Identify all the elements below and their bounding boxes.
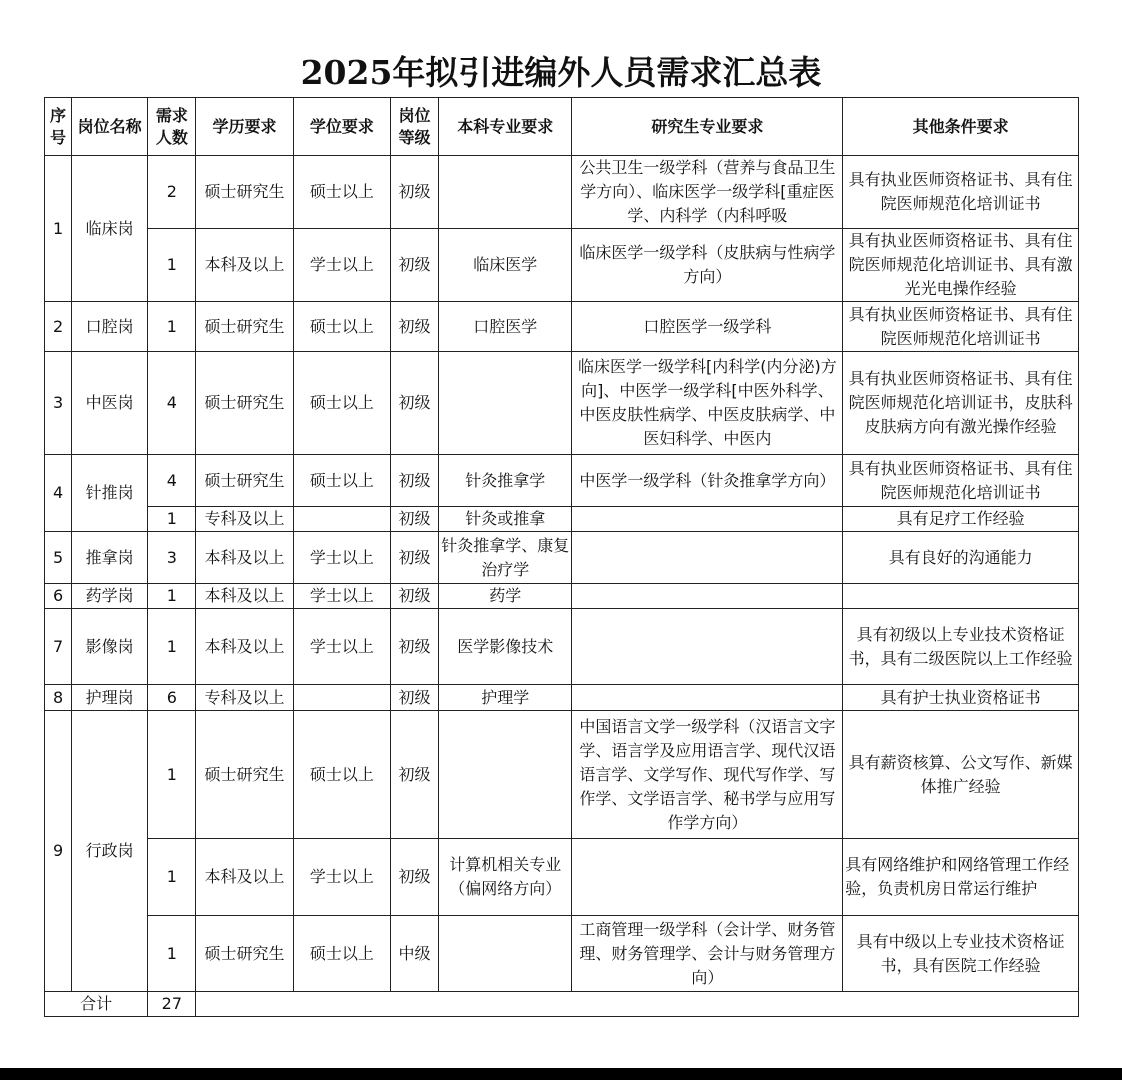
table-row [45, 156, 1079, 229]
cell-degree: 硕士以上 [293, 156, 390, 229]
total-row [45, 992, 1079, 1017]
cell-other: 具有执业医师资格证书、具有住院医师规范化培训证书、具有激光光电操作经验 [843, 229, 1079, 302]
cell-other: 具有良好的沟通能力 [843, 532, 1079, 584]
cell-edu: 专科及以上 [196, 507, 293, 532]
table-row [45, 711, 1079, 839]
cell-post: 推拿岗 [72, 532, 148, 584]
cell-edu: 本科及以上 [196, 584, 293, 609]
table-row [45, 352, 1079, 455]
cell-edu: 专科及以上 [196, 685, 293, 711]
cell-level: 初级 [390, 711, 438, 839]
cell-other: 具有执业医师资格证书、具有住院医师规范化培训证书 [843, 302, 1079, 352]
cell-other: 具有薪资核算、公文写作、新媒体推广经验 [843, 711, 1079, 839]
page-title: 2025年拟引进编外人员需求汇总表 [300, 53, 822, 92]
cell-post: 口腔岗 [72, 302, 148, 352]
cell-major [439, 711, 572, 839]
cell-other: 具有初级以上专业技术资格证书，具有二级医院以上工作经验 [843, 609, 1079, 685]
cell-grad: 临床医学一级学科[内科学(内分泌)方向]、中医学一级学科[中医外科学、中医皮肤性病学、中医皮肤病学、中医妇科学、中医内 [572, 352, 843, 455]
cell-major: 药学 [439, 584, 572, 609]
header-level: 岗位 等级 [390, 98, 438, 156]
cell-count: 6 [148, 685, 196, 711]
cell-major [439, 156, 572, 229]
table-row [45, 507, 1079, 532]
cell-grad: 临床医学一级学科（皮肤病与性病学方向） [572, 229, 843, 302]
cell-edu: 硕士研究生 [196, 916, 293, 992]
cell-seq: 7 [45, 609, 72, 685]
cell-count: 1 [148, 609, 196, 685]
cell-major: 临床医学 [439, 229, 572, 302]
cell-seq: 2 [45, 302, 72, 352]
cell-grad [572, 839, 843, 916]
header-major: 本科专业要求 [439, 98, 572, 156]
cell-major: 口腔医学 [439, 302, 572, 352]
cell-grad: 口腔医学一级学科 [572, 302, 843, 352]
cell-degree: 硕士以上 [293, 352, 390, 455]
cell-count: 2 [148, 156, 196, 229]
table-row [45, 302, 1079, 352]
cell-seq: 3 [45, 352, 72, 455]
cell-grad: 中医学一级学科（针灸推拿学方向） [572, 455, 843, 507]
cell-seq: 4 [45, 455, 72, 532]
bottom-bar [0, 1068, 1122, 1080]
cell-level: 初级 [390, 609, 438, 685]
cell-other [843, 584, 1079, 609]
cell-level: 初级 [390, 229, 438, 302]
cell-degree: 学士以上 [293, 229, 390, 302]
table-row [45, 916, 1079, 992]
cell-seq: 9 [45, 711, 72, 992]
cell-edu: 硕士研究生 [196, 455, 293, 507]
cell-other: 具有执业医师资格证书、具有住院医师规范化培训证书，皮肤科皮肤病方向有激光操作经验 [843, 352, 1079, 455]
cell-major [439, 916, 572, 992]
cell-post: 针推岗 [72, 455, 148, 532]
cell-seq: 6 [45, 584, 72, 609]
header-grad: 研究生专业要求 [572, 98, 843, 156]
cell-edu: 硕士研究生 [196, 302, 293, 352]
cell-edu: 硕士研究生 [196, 711, 293, 839]
cell-grad: 中国语言文学一级学科（汉语言文字学、语言学及应用语言学、现代汉语语言学、文学写作、现代写作学、写作学、文学语言学、秘书学与应用写作学方向） [572, 711, 843, 839]
table-row [45, 685, 1079, 711]
cell-other: 具有网络维护和网络管理工作经验，负责机房日常运行维护 [843, 839, 1079, 916]
cell-count: 3 [148, 532, 196, 584]
total-count: 27 [148, 992, 196, 1017]
cell-post: 临床岗 [72, 156, 148, 302]
cell-degree: 硕士以上 [293, 711, 390, 839]
cell-level: 中级 [390, 916, 438, 992]
cell-major: 针灸推拿学 [439, 455, 572, 507]
cell-major: 护理学 [439, 685, 572, 711]
cell-count: 1 [148, 507, 196, 532]
cell-grad [572, 609, 843, 685]
cell-degree: 学士以上 [293, 532, 390, 584]
cell-level: 初级 [390, 455, 438, 507]
cell-seq: 5 [45, 532, 72, 584]
cell-seq: 8 [45, 685, 72, 711]
table-row [45, 532, 1079, 584]
header-degree: 学位要求 [293, 98, 390, 156]
cell-level: 初级 [390, 156, 438, 229]
header-seq: 序 号 [45, 98, 72, 156]
cell-other: 具有足疗工作经验 [843, 507, 1079, 532]
cell-level: 初级 [390, 584, 438, 609]
table-row [45, 584, 1079, 609]
cell-major: 针灸推拿学、康复治疗学 [439, 532, 572, 584]
cell-post: 护理岗 [72, 685, 148, 711]
cell-other: 具有中级以上专业技术资格证书，具有医院工作经验 [843, 916, 1079, 992]
cell-major: 计算机相关专业（偏网络方向） [439, 839, 572, 916]
cell-count: 1 [148, 302, 196, 352]
cell-count: 1 [148, 711, 196, 839]
cell-level: 初级 [390, 302, 438, 352]
cell-level: 初级 [390, 532, 438, 584]
cell-degree: 硕士以上 [293, 916, 390, 992]
cell-count: 1 [148, 584, 196, 609]
cell-degree: 硕士以上 [293, 302, 390, 352]
cell-level: 初级 [390, 839, 438, 916]
cell-degree: 学士以上 [293, 584, 390, 609]
cell-degree [293, 507, 390, 532]
cell-level: 初级 [390, 352, 438, 455]
cell-degree: 学士以上 [293, 609, 390, 685]
cell-grad [572, 507, 843, 532]
cell-grad: 工商管理一级学科（会计学、财务管理、财务管理学、会计与财务管理方向） [572, 916, 843, 992]
cell-major: 医学影像技术 [439, 609, 572, 685]
cell-degree: 硕士以上 [293, 455, 390, 507]
cell-edu: 硕士研究生 [196, 352, 293, 455]
cell-post: 药学岗 [72, 584, 148, 609]
cell-edu: 本科及以上 [196, 839, 293, 916]
table-row [45, 455, 1079, 507]
cell-edu: 本科及以上 [196, 229, 293, 302]
cell-major: 针灸或推拿 [439, 507, 572, 532]
cell-grad: 公共卫生一级学科（营养与食品卫生学方向）、临床医学一级学科[重症医学、内科学（内科呼吸 [572, 156, 843, 229]
table-row [45, 229, 1079, 302]
recruitment-table [44, 97, 1079, 1017]
table-row [45, 609, 1079, 685]
total-empty [196, 992, 1079, 1017]
cell-degree [293, 685, 390, 711]
table-row [45, 839, 1079, 916]
cell-count: 1 [148, 229, 196, 302]
cell-other: 具有执业医师资格证书、具有住院医师规范化培训证书 [843, 455, 1079, 507]
cell-other: 具有执业医师资格证书、具有住院医师规范化培训证书 [843, 156, 1079, 229]
cell-post: 行政岗 [72, 711, 148, 992]
header-other: 其他条件要求 [843, 98, 1079, 156]
cell-level: 初级 [390, 507, 438, 532]
cell-grad [572, 685, 843, 711]
cell-other: 具有护士执业资格证书 [843, 685, 1079, 711]
cell-count: 4 [148, 455, 196, 507]
cell-grad [572, 532, 843, 584]
cell-count: 1 [148, 839, 196, 916]
header-post: 岗位名称 [72, 98, 148, 156]
header-edu: 学历要求 [196, 98, 293, 156]
cell-grad [572, 584, 843, 609]
cell-edu: 本科及以上 [196, 609, 293, 685]
cell-post: 影像岗 [72, 609, 148, 685]
cell-major [439, 352, 572, 455]
cell-level: 初级 [390, 685, 438, 711]
cell-seq: 1 [45, 156, 72, 302]
header-count: 需求 人数 [148, 98, 196, 156]
header-row [45, 98, 1079, 156]
cell-degree: 学士以上 [293, 839, 390, 916]
total-label: 合计 [45, 992, 148, 1017]
cell-count: 1 [148, 916, 196, 992]
cell-count: 4 [148, 352, 196, 455]
cell-edu: 本科及以上 [196, 532, 293, 584]
cell-edu: 硕士研究生 [196, 156, 293, 229]
cell-post: 中医岗 [72, 352, 148, 455]
